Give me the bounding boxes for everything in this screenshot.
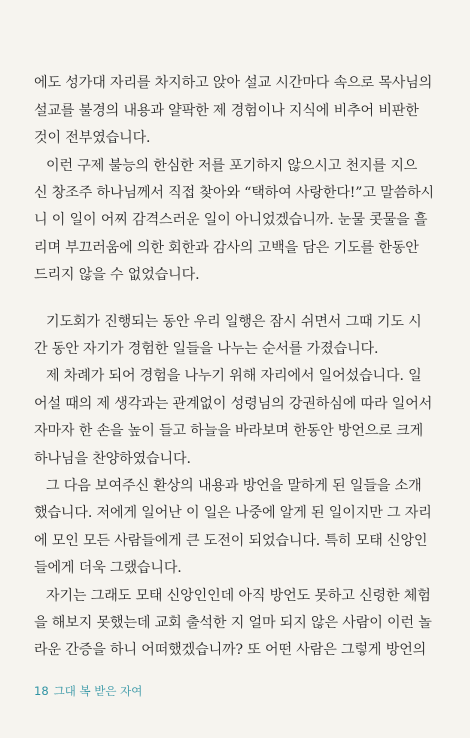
text-line: 신 창조주 하나님께서 직접 찾아와 “택하여 사랑한다!”고 말씀하시 (34, 185, 435, 201)
text-line: 하나님을 찬양하였습니다. (34, 451, 191, 467)
text-line: 라운 간증을 하니 어떠했겠습니까? 또 어떤 사람은 그렇게 방언의 (34, 642, 427, 658)
text-line: 리며 부끄러움에 의한 회한과 감사의 고백을 담은 기도를 한동안 (34, 240, 419, 256)
text-line: 그 다음 보여주신 환상의 내용과 방언을 말하게 된 일들을 소개 (46, 478, 422, 494)
text-line: 을 해보지 못했는데 교회 출석한 지 얼마 되지 않은 사람이 이런 놀 (34, 615, 432, 631)
text-line: 들에게 더욱 그랬습니다. (34, 560, 182, 576)
text-line: 설교를 불경의 내용과 얄팍한 제 경험이나 지식에 비추어 비판한 (34, 103, 419, 119)
text-line: 자마자 한 손을 높이 들고 하늘을 바라보며 한동안 방언으로 크게 (34, 423, 424, 439)
text-line: 기도회가 진행되는 동안 우리 일행은 잠시 쉬면서 그때 기도 시 (46, 314, 422, 330)
text-line: 어설 때의 제 생각과는 관계없이 성령님의 강권하심에 따라 일어서 (34, 396, 433, 412)
text-line: 에 모인 모든 사람들에게 큰 도전이 되었습니다. 특히 모태 신앙인 (34, 533, 428, 549)
text-line: 간 동안 자기가 경험한 일들을 나누는 순서를 가졌습니다. (34, 341, 379, 357)
text-line: 에도 성가대 자리를 차지하고 앉아 설교 시간마다 속으로 목사님의 (34, 75, 433, 91)
text-line: 했습니다. 저에게 일어난 이 일은 나중에 알게 된 일이지만 그 자리 (34, 505, 432, 521)
text-line: 것이 전부였습니다. (34, 130, 151, 146)
text-line: 이런 구제 불능의 한심한 저를 포기하지 않으시고 천지를 지으 (46, 158, 418, 174)
text-line: 자기는 그래도 모태 신앙인인데 아직 방언도 못하고 신령한 체험 (46, 588, 431, 604)
text-line: 니 이 일이 어찌 감격스러운 일이 아니었겠습니까. 눈물 콧물을 흘 (34, 212, 428, 228)
page-number: 18 (34, 684, 49, 698)
text-line: 드리지 않을 수 없었습니다. (34, 267, 200, 283)
book-title: 그대 복 받은 자여 (53, 684, 143, 698)
page-footer (34, 683, 142, 699)
text-line: 제 차례가 되어 경험을 나누기 위해 자리에서 일어섰습니다. 일 (46, 368, 422, 384)
